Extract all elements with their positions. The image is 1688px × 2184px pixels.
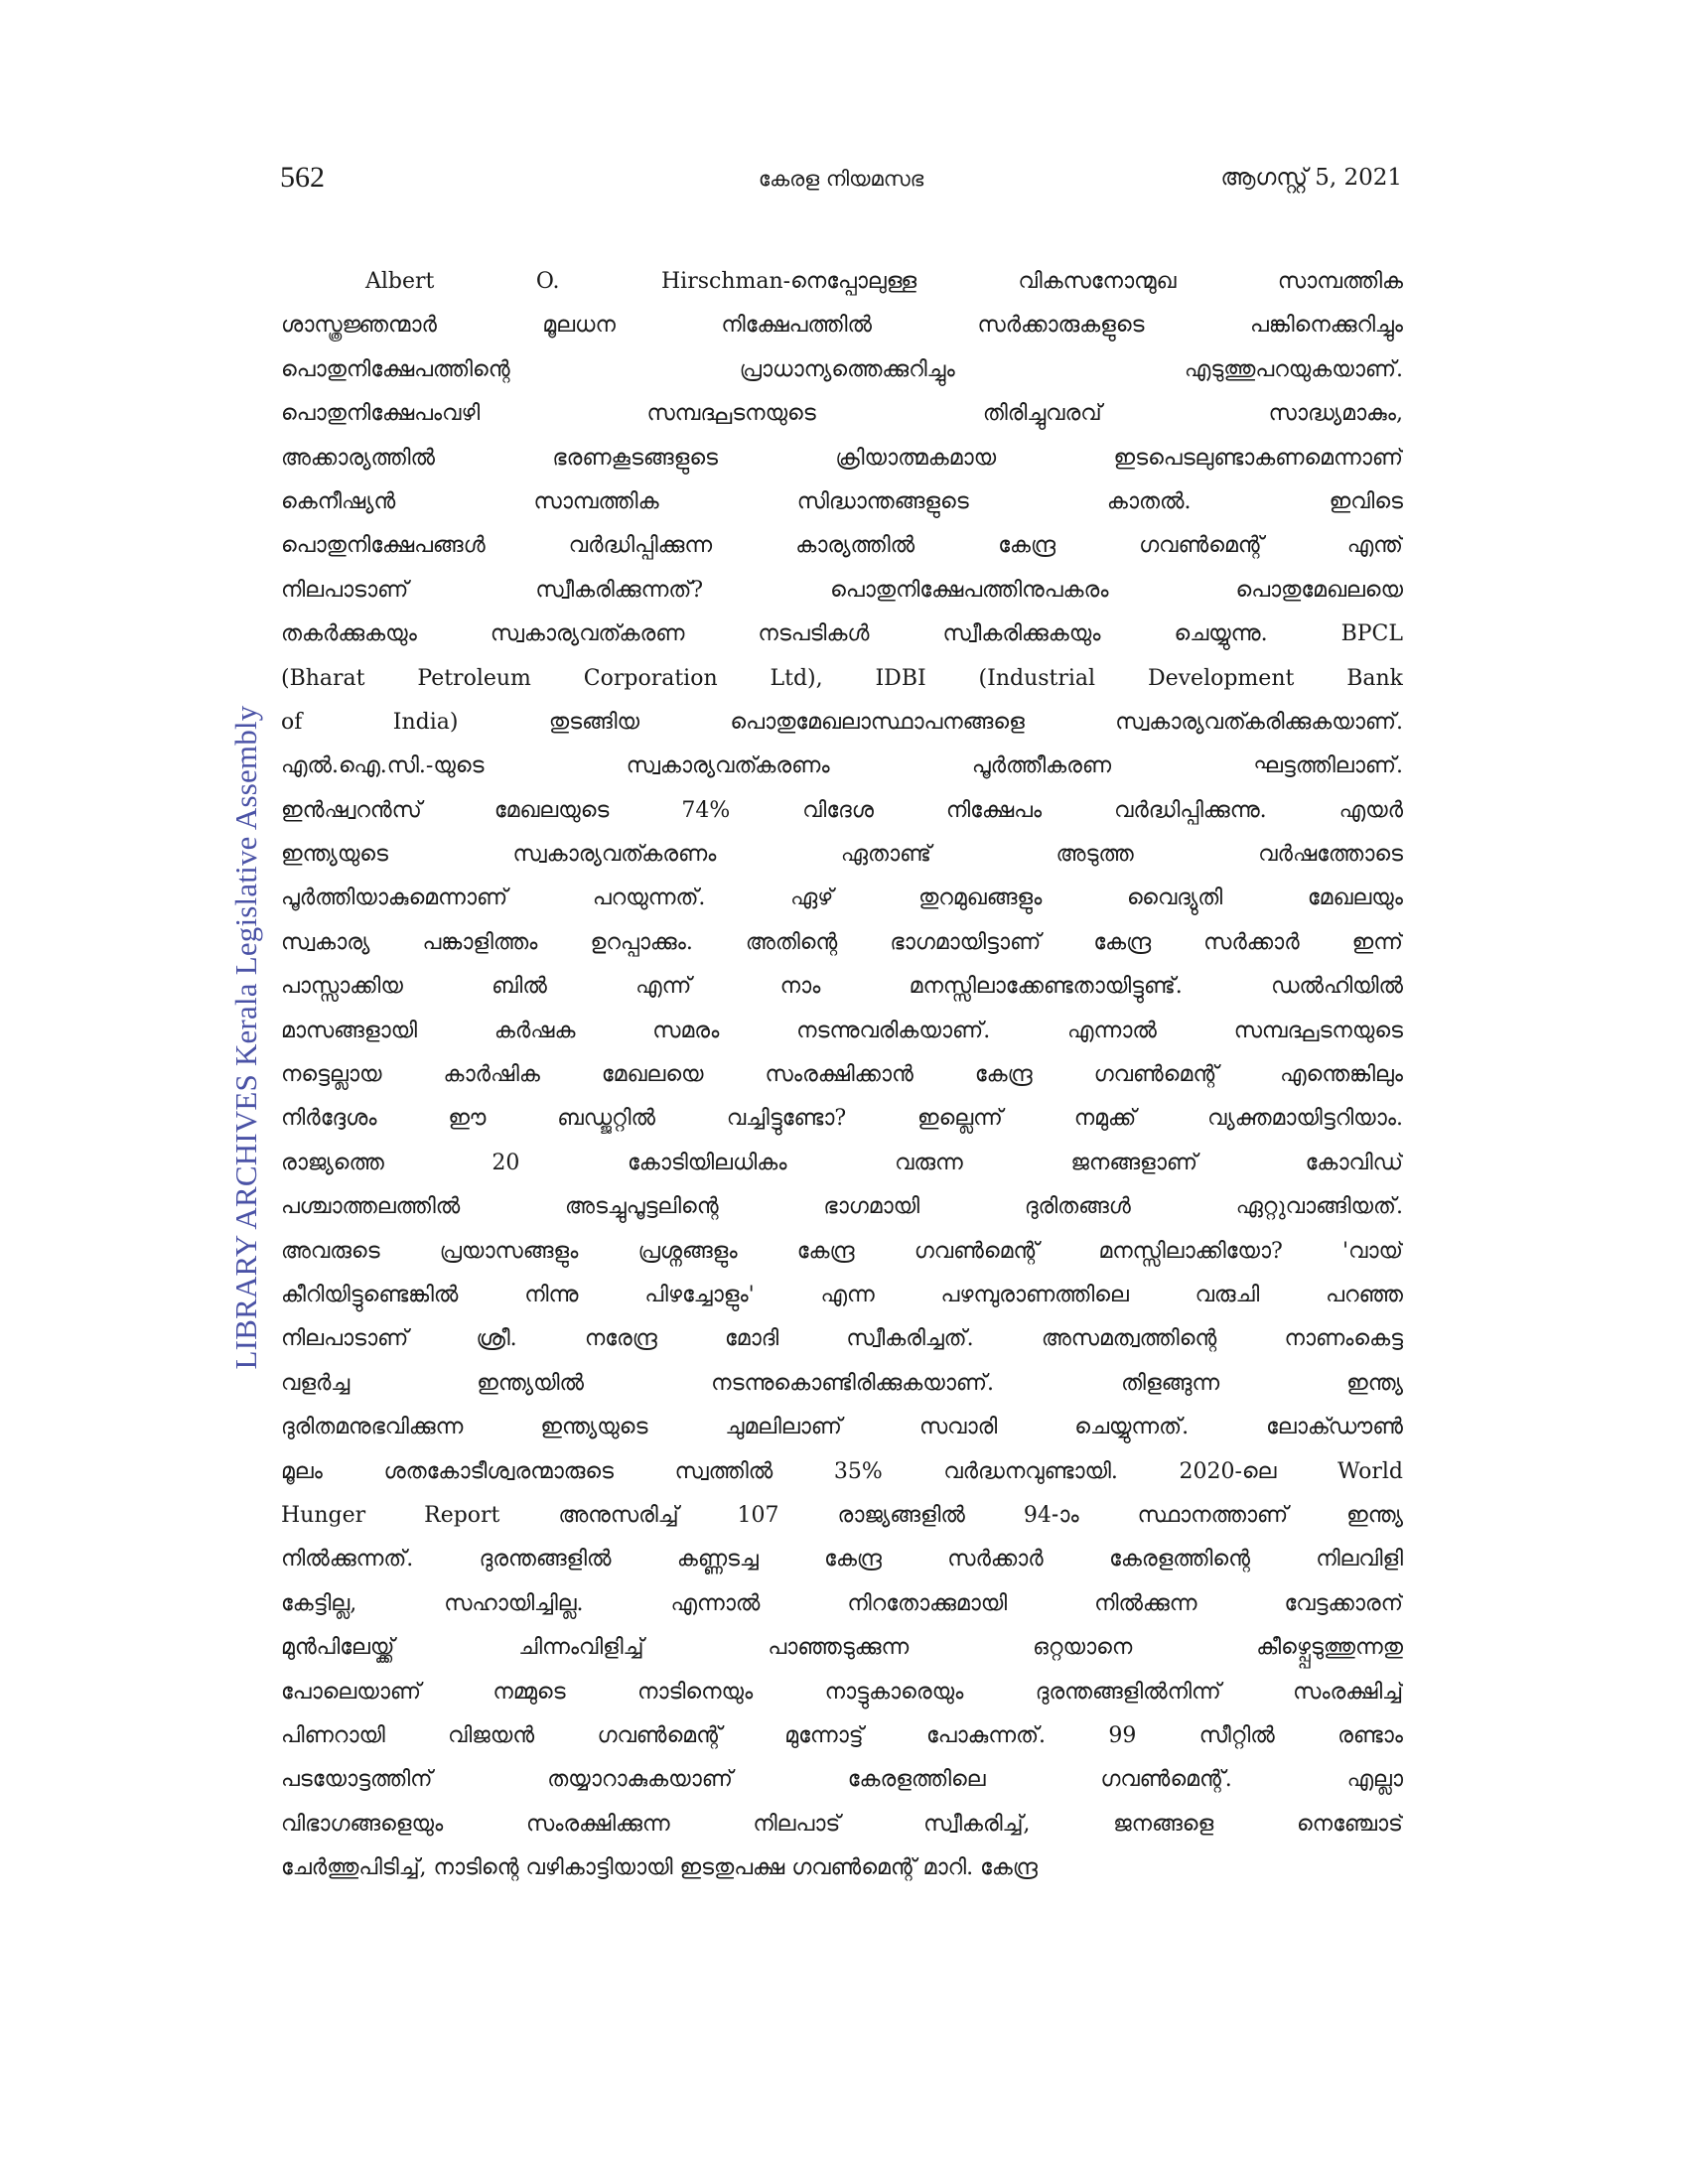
body-line: പിണറായി വിജയൻ ഗവൺമെന്റ് മുന്നോട്ട് പോകുന്നത്. 99 സീറ്റിൽ രണ്ടാം xyxy=(281,1722,1403,1748)
body-line: വളർച്ച ഇന്ത്യയിൽ നടന്നുകൊണ്ടിരിക്കുകയാണ്. തിളങ്ങുന്ന ഇന്ത്യ xyxy=(281,1370,1403,1396)
body-line: രാജ്യത്തെ 20 കോടിയിലധികം വരുന്ന ജനങ്ങളാണ് കോവിഡ് xyxy=(281,1150,1403,1175)
body-line: പാസ്സാക്കിയ ബിൽ എന്ന് നാം മനസ്സിലാക്കേണ്ടതായിട്ടുണ്ട്. ഡൽഹിയിൽ xyxy=(281,974,1403,1000)
body-line: അവരുടെ പ്രയാസങ്ങളും പ്രശ്നങ്ങളും കേന്ദ്ര ഗവൺമെന്റ് മനസ്സിലാക്കിയോ? 'വായ് xyxy=(281,1238,1403,1264)
body-line: മൂലം ശതകോടീശ്വരന്മാരുടെ സ്വത്തിൽ 35% വർദ്ധനവുണ്ടായി. 2020-ലെ World xyxy=(281,1458,1403,1484)
body-line: ശാസ്ത്രജ്ഞന്മാർ മൂലധന നിക്ഷേപത്തിൽ സർക്കാരുകളുടെ പങ്കിനെക്കുറിച്ചും xyxy=(281,313,1403,339)
body-line: എൽ.ഐ.സി.-യുടെ സ്വകാര്യവത്കരണം പൂർത്തീകരണ ഘട്ടത്തിലാണ്. xyxy=(281,753,1403,779)
body-line: നിലപാടാണ് ശ്രീ. നരേന്ദ്ര മോദി സ്വീകരിച്ചത്. അസമത്വത്തിന്റെ നാണംകെട്ട xyxy=(281,1326,1403,1352)
body-line: തകർക്കുകയും സ്വകാര്യവത്കരണ നടപടികൾ സ്വീകരിക്കുകയും ചെയ്യുന്നു. BPCL xyxy=(281,621,1403,647)
page-header xyxy=(280,161,1402,205)
body-line: നിർദ്ദേശം ഈ ബഡ്ജറ്റിൽ വച്ചിട്ടുണ്ടോ? ഇല്ലെന്ന് നമുക്ക് വ്യക്തമായിട്ടറിയാം. xyxy=(281,1106,1403,1132)
body-line: മാസങ്ങളായി കർഷക സമരം നടന്നുവരികയാണ്. എന്നാൽ സമ്പദ്ഘടനയുടെ xyxy=(281,1018,1403,1043)
body-line: മുൻപിലേയ്ക്ക് ചിന്നംവിളിച്ച് പാഞ്ഞടുക്കുന്ന ഒറ്റയാനെ കീഴ്പ്പെടുത്തുന്നതു xyxy=(281,1635,1403,1661)
body-line: നിൽക്കുന്നത്. ദുരന്തങ്ങളിൽ കണ്ണടച്ച കേന്ദ്ര സർക്കാർ കേരളത്തിന്റെ നിലവിളി xyxy=(281,1547,1403,1572)
body-line: ദുരിതമനുഭവിക്കുന്ന ഇന്ത്യയുടെ ചുമലിലാണ് സവാരി ചെയ്യുന്നത്. ലോക്ഡൗൺ xyxy=(281,1415,1403,1440)
body-line: പടയോട്ടത്തിന് തയ്യാറാകുകയാണ് കേരളത്തിലെ ഗവൺമെന്റ്. എല്ലാ xyxy=(281,1767,1403,1793)
body-line: കേട്ടില്ല, സഹായിച്ചില്ല. എന്നാൽ നിറതോക്കുമായി നിൽക്കുന്ന വേട്ടക്കാരന് xyxy=(281,1590,1403,1616)
watermark-text: LIBRARY ARCHIVES Kerala Legislative Assembly xyxy=(228,705,263,1370)
body-line: അക്കാര്യത്തിൽ ഭരണകൂടങ്ങളുടെ ക്രിയാത്മകമായ ഇടപെടലുണ്ടാകണമെന്നാണ് xyxy=(281,445,1403,471)
body-text xyxy=(281,260,1403,1890)
body-line: പോലെയാണ് നമ്മുടെ നാടിനെയും നാട്ടുകാരെയും ദുരന്തങ്ങളിൽനിന്ന് സംരക്ഷിച്ച് xyxy=(281,1679,1403,1705)
body-line: നിലപാടാണ് സ്വീകരിക്കുന്നത്? പൊതുനിക്ഷേപത്തിനുപകരം പൊതുമേഖലയെ xyxy=(281,577,1403,603)
body-line: പശ്ചാത്തലത്തിൽ അടച്ചുപൂട്ടലിന്റെ ഭാഗമായി ദുരിതങ്ങൾ ഏറ്റുവാങ്ങിയത്. xyxy=(281,1194,1403,1220)
body-line: ചേർത്തുപിടിച്ച്, നാടിന്റെ വഴികാട്ടിയായി ഇടതുപക്ഷ ഗവൺമെന്റ് മാറി. കേന്ദ്ര xyxy=(281,1855,1038,1881)
body-line: വിഭാഗങ്ങളെയും സംരക്ഷിക്കുന്ന നിലപാട് സ്വീകരിച്ച്, ജനങ്ങളെ നെഞ്ചോട് xyxy=(281,1811,1403,1837)
body-line: ഇന്ത്യയുടെ സ്വകാര്യവത്കരണം ഏതാണ്ട് അടുത്ത വർഷത്തോടെ xyxy=(281,842,1403,868)
body-line: പൂർത്തിയാകുമെന്നാണ് പറയുന്നത്. ഏഴ് തുറമുഖങ്ങളും വൈദ്യുതി മേഖലയും xyxy=(281,886,1403,911)
body-line: of India) തുടങ്ങിയ പൊതുമേഖലാസ്ഥാപനങ്ങളെ സ്വകാര്യവത്കരിക്കുകയാണ്. xyxy=(281,709,1403,735)
page-number: 562 xyxy=(280,161,325,194)
body-line: (Bharat Petroleum Corporation Ltd), IDBI (Industrial Development Bank xyxy=(281,665,1403,691)
body-line: പൊതുനിക്ഷേപത്തിന്റെ പ്രാധാന്യത്തെക്കുറിച്ചും എടുത്തുപറയുകയാണ്. xyxy=(281,356,1403,382)
body-line: Albert O. Hirschman-നെപ്പോലുള്ള വികസനോന്മുഖ സാമ്പത്തിക xyxy=(365,269,1403,294)
body-line: പൊതുനിക്ഷേപങ്ങൾ വർദ്ധിപ്പിക്കുന്ന കാര്യത്തിൽ കേന്ദ്ര ഗവൺമെന്റ് എന്ത് xyxy=(281,533,1403,559)
body-line: Hunger Report അനുസരിച്ച് 107 രാജ്യങ്ങളിൽ 94-ാം സ്ഥാനത്താണ് ഇന്ത്യ xyxy=(281,1502,1403,1528)
page-date: ആഗസ്റ്റ് 5, 2021 xyxy=(1220,165,1402,191)
body-line: പൊതുനിക്ഷേപംവഴി സമ്പദ്ഘടനയുടെ തിരിച്ചുവരവ് സാദ്ധ്യമാകും, xyxy=(281,401,1403,427)
body-line: ഇൻഷ്വറൻസ് മേഖലയുടെ 74% വിദേശ നിക്ഷേപം വർദ്ധിപ്പിക്കുന്നു. എയർ xyxy=(281,797,1403,823)
body-line: സ്വകാര്യ പങ്കാളിത്തം ഉറപ്പാക്കും. അതിന്റെ ഭാഗമായിട്ടാണ് കേന്ദ്ര സർക്കാർ ഇന്ന് xyxy=(281,929,1403,955)
body-line: കെനീഷ്യൻ സാമ്പത്തിക സിദ്ധാന്തങ്ങളുടെ കാതൽ. ഇവിടെ xyxy=(281,488,1403,514)
running-title: കേരള നിയമസഭ xyxy=(758,167,924,191)
body-line: നട്ടെല്ലായ കാർഷിക മേഖലയെ സംരക്ഷിക്കാൻ കേന്ദ്ര ഗവൺമെന്റ് എന്തെങ്കിലും xyxy=(281,1062,1403,1088)
body-line: കീറിയിട്ടുണ്ടെങ്കിൽ നിന്നു പിഴച്ചോളും' എന്ന പഴമ്പുരാണത്തിലെ വരുചി പറഞ്ഞ xyxy=(281,1282,1403,1307)
